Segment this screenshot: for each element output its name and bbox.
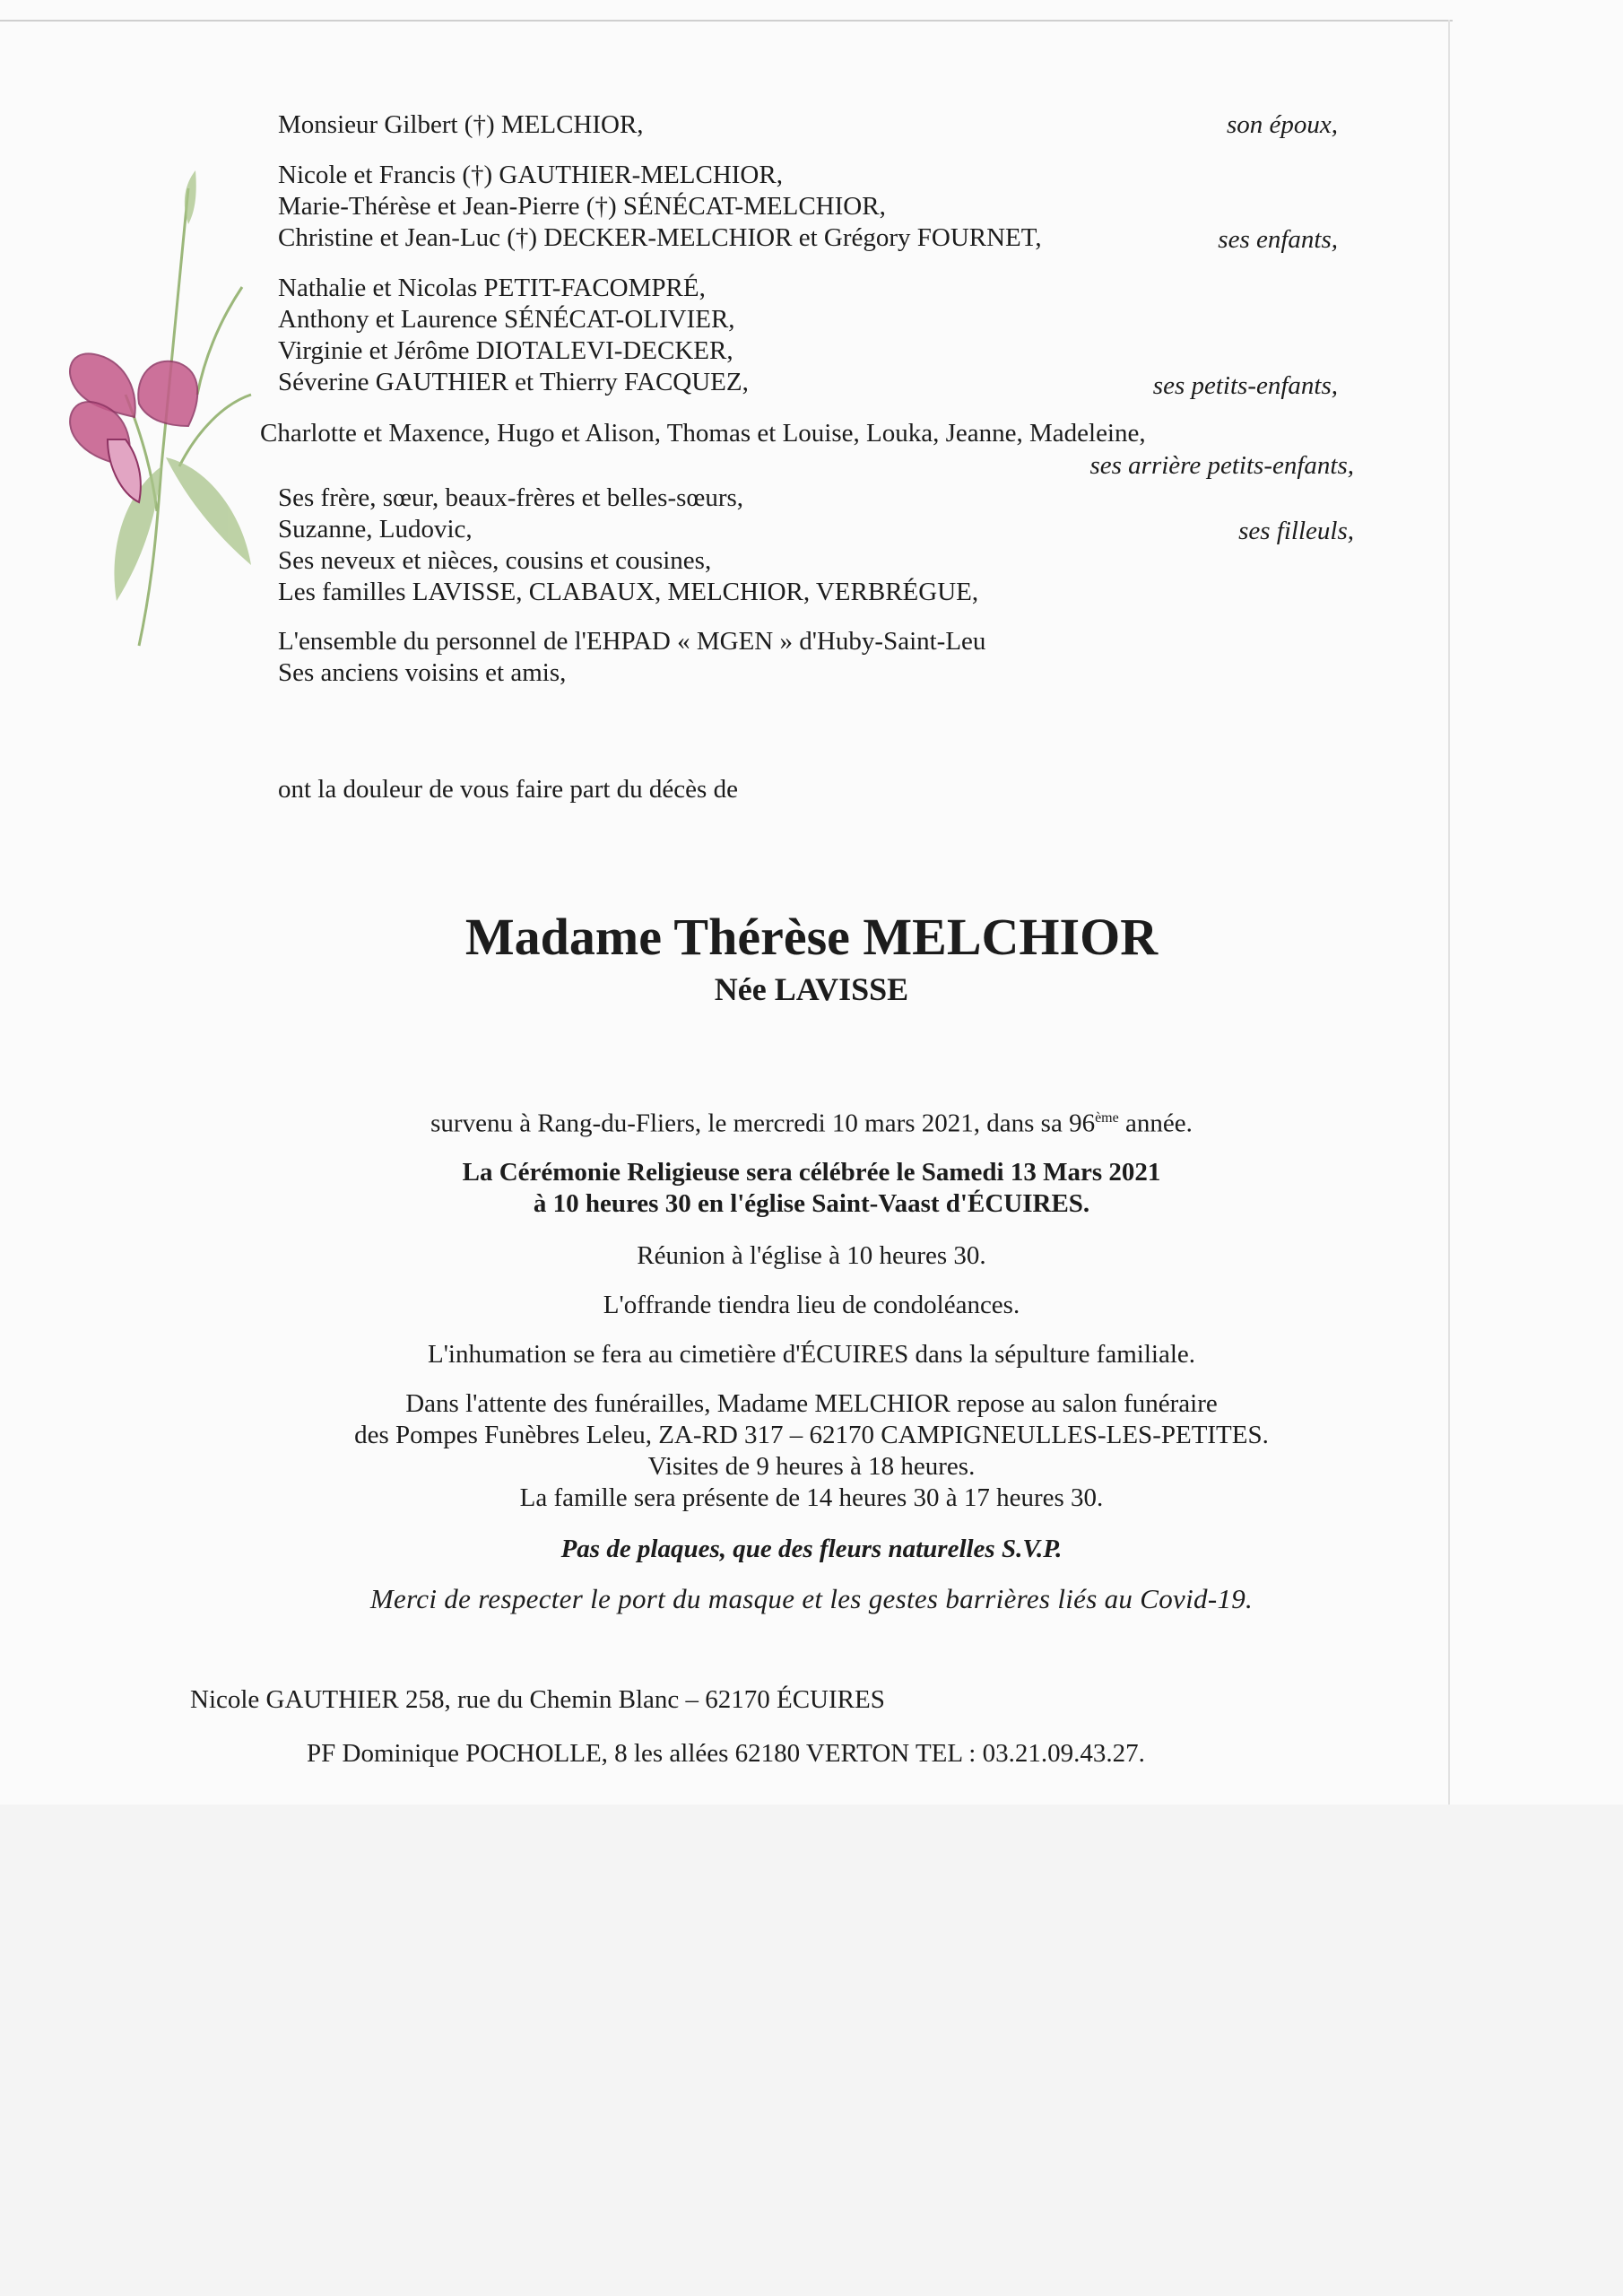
covid-notice: Merci de respecter le port du masque et les gestes barrières liés au Covid-19. — [369, 1583, 1254, 1614]
family-line-child-1: Nicole et Francis (†) GAUTHIER-MELCHIOR, — [278, 161, 783, 189]
relation-great-grandchildren: ses arrière petits-enfants, — [1089, 451, 1354, 480]
undertaker-contact: PF Dominique POCHOLLE, 8 les allées 62180 VERTON TEL : 03.21.09.43.27. — [307, 1739, 1145, 1768]
offering-text: L'offrande tiendra lieu de condoléances. — [603, 1291, 1020, 1319]
family-line-great-grandchildren: Charlotte et Maxence, Hugo et Alison, Thomas et Louise, Louka, Jeanne, Madeleine, — [260, 419, 1146, 448]
family-line-siblings: Ses frère, sœur, beaux-frères et belles-sœurs, — [278, 483, 744, 512]
calla-lily-illustration — [54, 170, 287, 655]
family-line-grandchild-3: Virginie et Jérôme DIOTALEVI-DECKER, — [278, 336, 733, 365]
family-line-grandchild-2: Anthony et Laurence SÉNÉCAT-OLIVIER, — [278, 305, 735, 334]
burial-text: L'inhumation se fera au cimetière d'ÉCUIRES dans la sépulture familiale. — [427, 1340, 1195, 1369]
family-line-godchildren: Suzanne, Ludovic, — [278, 515, 473, 544]
flowers-request: Pas de plaques, que des fleurs naturelles S.V.P. — [560, 1535, 1063, 1563]
family-contact: Nicole GAUTHIER 258, rue du Chemin Blanc – 62170 ÉCUIRES — [190, 1685, 885, 1714]
ceremony-line-1: La Cérémonie Religieuse sera célébrée le Samedi 13 Mars 2021 — [462, 1158, 1161, 1187]
family-line-child-3: Christine et Jean-Luc (†) DECKER-MELCHIOR et Grégory FOURNET, — [278, 223, 1042, 252]
family-line-neighbours: Ses anciens voisins et amis, — [278, 658, 567, 687]
announcement-text: ont la douleur de vous faire part du décès de — [278, 775, 738, 804]
family-line-nephews: Ses neveux et nièces, cousins et cousines, — [278, 546, 712, 575]
deceased-birth-name: Née LAVISSE — [714, 971, 909, 1007]
deceased-name: Madame Thérèse MELCHIOR — [464, 908, 1159, 966]
page-bottom-margin — [0, 1805, 1623, 2296]
meeting-text: Réunion à l'église à 10 heures 30. — [637, 1241, 986, 1270]
ceremony-line-2: à 10 heures 30 en l'église Saint-Vaast d'ÉCUIRES. — [533, 1189, 1090, 1218]
family-line-ehpad-staff: L'ensemble du personnel de l'EHPAD « MGEN » d'Huby-Saint-Leu — [278, 627, 986, 656]
funeral-home-line-1: Dans l'attente des funérailles, Madame MELCHIOR repose au salon funéraire — [405, 1389, 1218, 1418]
family-line-grandchild-4: Séverine GAUTHIER et Thierry FACQUEZ, — [278, 368, 749, 396]
funeral-home-line-4: La famille sera présente de 14 heures 30 à 17 heures 30. — [519, 1483, 1104, 1512]
relation-spouse: son époux, — [1226, 110, 1338, 139]
relation-godchildren: ses filleuls, — [1238, 517, 1354, 545]
funeral-home-line-2: des Pompes Funèbres Leleu, ZA-RD 317 – 62170 CAMPIGNEULLES-LES-PETITES. — [354, 1421, 1269, 1449]
page-top-edge — [0, 20, 1453, 22]
death-notice: survenu à Rang-du-Fliers, le mercredi 10 mars 2021, dans sa 96ème année. — [430, 1109, 1193, 1138]
family-line-child-2: Marie-Thérèse et Jean-Pierre (†) SÉNÉCAT-MELCHIOR, — [278, 192, 886, 221]
family-line-grandchild-1: Nathalie et Nicolas PETIT-FACOMPRÉ, — [278, 274, 706, 302]
relation-children: ses enfants, — [1218, 225, 1338, 254]
relation-grandchildren: ses petits-enfants, — [1152, 371, 1338, 400]
family-line-spouse: Monsieur Gilbert (†) MELCHIOR, — [278, 110, 644, 139]
funeral-home-line-3: Visites de 9 heures à 18 heures. — [647, 1452, 976, 1481]
family-line-families: Les familles LAVISSE, CLABAUX, MELCHIOR, VERBRÉGUE, — [278, 578, 979, 606]
